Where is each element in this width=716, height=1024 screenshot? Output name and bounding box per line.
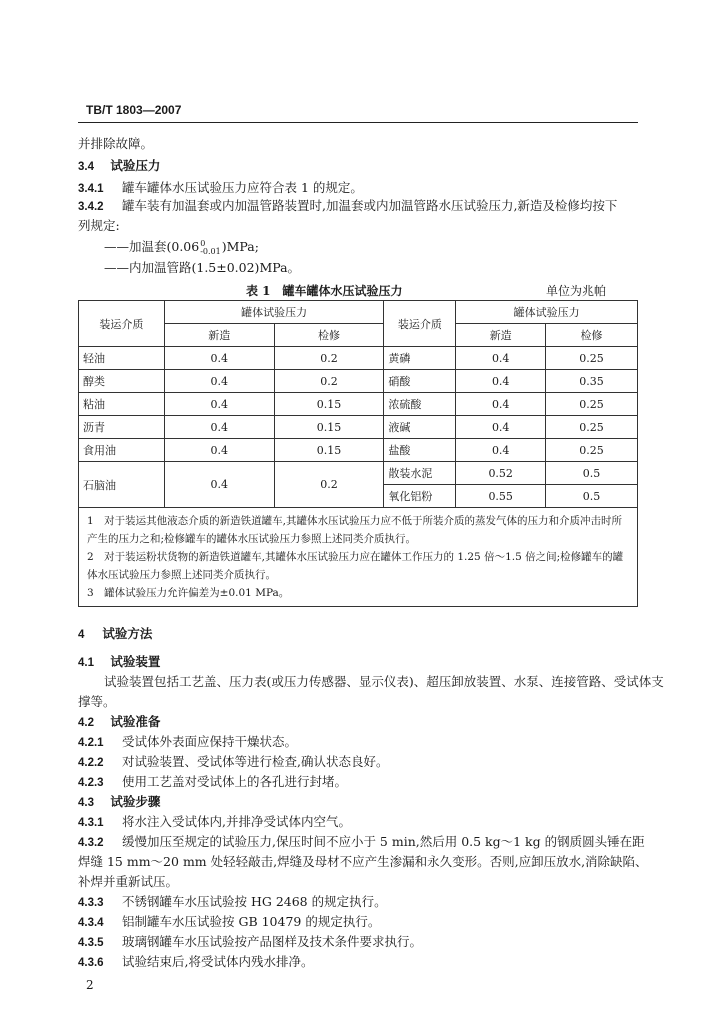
clause-4-3-4 [78, 912, 380, 930]
clause-number: 4.3.1 [78, 817, 104, 829]
list-item-internal-pipe: ——内加温管路(1.5±0.02)MPa。 [104, 260, 301, 275]
repair-cell: 0.15 [274, 416, 384, 439]
table-row [79, 416, 638, 439]
repair-cell: 0.35 [546, 370, 638, 393]
repair-cell: 0.25 [546, 439, 638, 462]
clause-text: 缓慢加压至规定的试验压力,保压时间不应小于 5 min,然后用 0.5 kg～1 kg 的钢质圆头锤在距 [121, 834, 645, 849]
clause-number: 3.4.1 [78, 183, 104, 195]
clause-number: 4.2.1 [78, 737, 104, 749]
repair-cell: 0.5 [546, 462, 638, 485]
repair-cell: 0.5 [546, 485, 638, 508]
clause-4-1-text: 试验装置包括工艺盖、压力表(或压力传感器、显示仪表)、超压卸放装置、水泵、连接管路、受试体支 [104, 674, 664, 689]
clause-text: 不锈钢罐车水压试验按 HG 2468 的规定执行。 [121, 894, 387, 909]
medium-cell: 醇类 [79, 370, 165, 393]
table-notes-row [79, 508, 638, 607]
new-cell: 0.52 [456, 462, 546, 485]
medium-cell: 散装水泥 [384, 462, 456, 485]
clause-text: 罐车罐体水压试验压力应符合表 1 的规定。 [121, 180, 363, 195]
new-cell: 0.4 [456, 439, 546, 462]
clause-4-3-2 [78, 832, 645, 850]
table-caption: 表 1 罐车罐体水压试验压力 [246, 284, 403, 298]
section-title: 试验压力 [110, 158, 161, 173]
table-row [79, 393, 638, 416]
clause-4-3-2-cont2: 补焊并重新试压。 [78, 874, 179, 889]
table-row [79, 439, 638, 462]
medium-cell: 粘油 [79, 393, 165, 416]
table-row [79, 370, 638, 393]
clause-text: 罐车装有加温套或内加温管路装置时,加温套或内加温管路水压试验压力,新造及检修均按下 [121, 198, 618, 213]
new-cell: 0.4 [164, 393, 274, 416]
section-number: 4.3 [78, 797, 94, 809]
table-notes [79, 508, 638, 607]
clause-text: 对试验装置、受试体等进行检查,确认状态良好。 [121, 754, 389, 769]
pressure-table [78, 300, 638, 607]
repair-cell: 0.15 [274, 439, 384, 462]
repair-cell: 0.25 [546, 393, 638, 416]
clause-3-4-2 [78, 196, 617, 214]
clause-text: 玻璃钢罐车水压试验按产品图样及技术条件要求执行。 [121, 934, 422, 949]
clause-number: 4.3.2 [78, 837, 104, 849]
header-repair-left: 检修 [274, 324, 384, 347]
clause-4-3-6 [78, 952, 313, 970]
header-repair-right: 检修 [546, 324, 638, 347]
clause-text: 将水注入受试体内,并排净受试体内空气。 [121, 814, 351, 829]
medium-cell: 黄磷 [384, 347, 456, 370]
new-cell: 0.4 [164, 439, 274, 462]
new-cell: 0.4 [456, 393, 546, 416]
table-note: 3 罐体试验压力允许偏差为±0.01 MPa。 [87, 587, 290, 599]
medium-cell: 硝酸 [384, 370, 456, 393]
medium-cell: 氧化铝粉 [384, 485, 456, 508]
clause-3-4-2-cont: 列规定: [78, 218, 120, 233]
section-title: 试验步骤 [110, 794, 161, 809]
section-number: 4.1 [78, 657, 94, 669]
medium-cell: 轻油 [79, 347, 165, 370]
section-title: 试验方法 [102, 626, 153, 641]
clause-text: 受试体外表面应保持干燥状态。 [121, 734, 297, 749]
section-3-4-heading [78, 156, 160, 174]
clause-text: 铝制罐车水压试验按 GB 10479 的规定执行。 [121, 914, 381, 929]
item-text: ——加温套(0.06 [104, 239, 200, 254]
new-cell: 0.4 [456, 370, 546, 393]
document-code: TB/T 1803—2007 [86, 103, 182, 117]
section-4-2-heading [78, 712, 160, 730]
repair-cell: 0.2 [274, 347, 384, 370]
table-note: 2 对于装运粉状货物的新造铁道罐车,其罐体水压试验压力应在罐体工作压力的 1.25 倍～1.5 倍之间;检修罐车的罐体水压试验压力参照上述同类介质执行。 [87, 551, 624, 581]
table-unit: 单位为兆帕 [546, 284, 607, 298]
section-number: 4.2 [78, 717, 94, 729]
new-cell: 0.4 [164, 462, 274, 508]
item-text-end: )MPa; [221, 239, 259, 254]
header-pressure-left: 罐体试验压力 [164, 301, 384, 324]
repair-cell: 0.25 [546, 416, 638, 439]
new-cell: 0.4 [456, 416, 546, 439]
repair-cell: 0.15 [274, 393, 384, 416]
medium-cell: 食用油 [79, 439, 165, 462]
header-pressure-right: 罐体试验压力 [456, 301, 638, 324]
clause-text: 试验结束后,将受试体内残水排净。 [121, 954, 314, 969]
tolerance-lower: -0.01 [200, 246, 221, 256]
intro-line: 并排除故障。 [78, 136, 154, 151]
medium-cell: 液碱 [384, 416, 456, 439]
section-number: 4 [78, 629, 85, 641]
clause-4-1-cont: 撑等。 [78, 694, 116, 709]
tolerance-stack [200, 240, 221, 256]
new-cell: 0.4 [164, 416, 274, 439]
clause-4-2-3 [78, 772, 347, 790]
medium-cell: 浓硫酸 [384, 393, 456, 416]
clause-number: 4.3.3 [78, 897, 104, 909]
medium-cell: 石脑油 [79, 462, 165, 508]
header-new-left: 新造 [164, 324, 274, 347]
clause-number: 4.3.5 [78, 937, 104, 949]
clause-4-2-1 [78, 732, 297, 750]
section-number: 3.4 [78, 161, 94, 173]
section-4-3-heading [78, 792, 160, 810]
repair-cell: 0.2 [274, 370, 384, 393]
clause-4-3-1 [78, 812, 351, 830]
clause-text: 使用工艺盖对受试体上的各孔进行封堵。 [121, 774, 347, 789]
clause-number: 4.3.6 [78, 957, 104, 969]
clause-number: 4.2.3 [78, 777, 104, 789]
table-row [79, 347, 638, 370]
table-row [79, 462, 638, 485]
clause-number: 4.3.4 [78, 917, 104, 929]
clause-4-3-2-cont: 焊缝 15 mm～20 mm 处轻轻敲击,焊缝及母材不应产生渗漏和永久变形。否则,应卸压放水,消除缺陷、 [78, 854, 648, 869]
table-note: 1 对于装运其他液态介质的新造铁道罐车,其罐体水压试验压力应不低于所装介质的蒸发气体的压力和介质冲击时所产生的压力之和;检修罐车的罐体水压试验压力参照上述同类介质执行。 [87, 515, 623, 545]
section-title: 试验准备 [110, 714, 161, 729]
section-4-1-heading [78, 652, 160, 670]
repair-cell: 0.2 [274, 462, 384, 508]
header-medium-right: 装运介质 [384, 301, 456, 347]
medium-cell: 盐酸 [384, 439, 456, 462]
header-new-right: 新造 [456, 324, 546, 347]
section-title: 试验装置 [110, 654, 161, 669]
new-cell: 0.55 [456, 485, 546, 508]
clause-number: 4.2.2 [78, 757, 104, 769]
new-cell: 0.4 [164, 347, 274, 370]
section-4-heading [78, 624, 152, 642]
header-rule [78, 122, 638, 123]
tolerance-upper: 0 [200, 238, 206, 248]
table-header-row [79, 301, 638, 324]
list-item-heating-jacket [104, 237, 259, 256]
new-cell: 0.4 [456, 347, 546, 370]
header-medium-left: 装运介质 [79, 301, 165, 347]
clause-4-3-5 [78, 932, 422, 950]
clause-4-3-3 [78, 892, 387, 910]
medium-cell: 沥青 [79, 416, 165, 439]
repair-cell: 0.25 [546, 347, 638, 370]
page-number: 2 [86, 978, 94, 992]
clause-number: 3.4.2 [78, 201, 104, 213]
clause-3-4-1 [78, 178, 363, 196]
clause-4-2-2 [78, 752, 388, 770]
new-cell: 0.4 [164, 370, 274, 393]
